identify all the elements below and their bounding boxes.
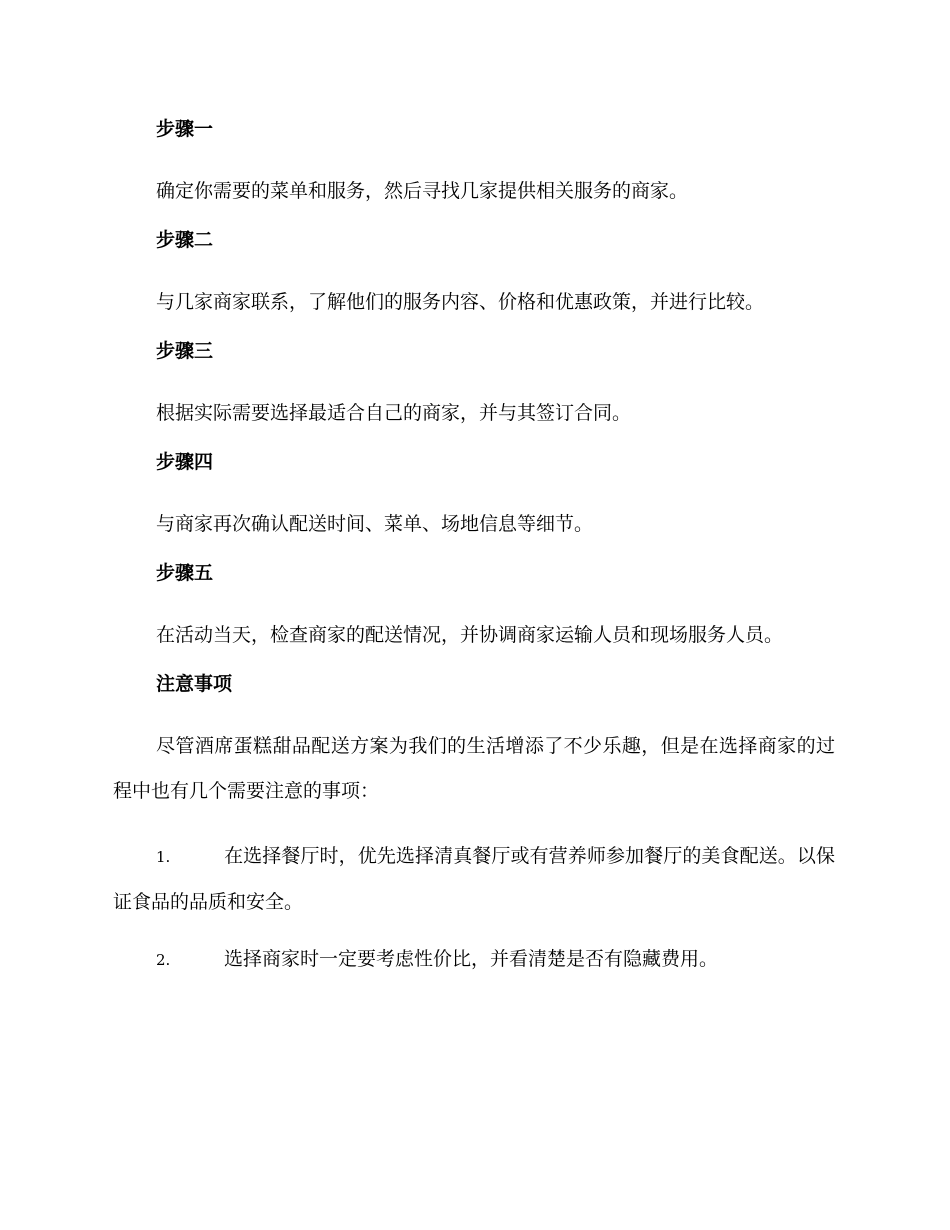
step-five-text: 在活动当天，检查商家的配送情况，并协调商家运输人员和现场服务人员。 (156, 624, 784, 646)
notes-heading: 注意事项 (156, 673, 233, 695)
notes-list-item (113, 834, 835, 925)
list-item-number: 1. (156, 848, 171, 866)
notes-list-item (113, 937, 835, 983)
step-five-heading: 步骤五 (156, 562, 214, 584)
list-item-number: 2. (156, 951, 171, 969)
list-item-text: 在选择餐厅时，优先选择清真餐厅或有营养师参加餐厅的美食配送。以保证食品的品质和安全。 (113, 845, 835, 913)
step-four-text: 与商家再次确认配送时间、菜单、场地信息等细节。 (156, 513, 594, 535)
step-three-heading: 步骤三 (156, 340, 214, 362)
step-one-heading: 步骤一 (156, 118, 214, 140)
step-two-text: 与几家商家联系，了解他们的服务内容、价格和优惠政策，并进行比较。 (156, 291, 765, 313)
step-two-heading: 步骤二 (156, 229, 214, 251)
step-one-text: 确定你需要的菜单和服务，然后寻找几家提供相关服务的商家。 (156, 180, 689, 202)
step-four-heading: 步骤四 (156, 451, 214, 473)
document-body (113, 113, 835, 995)
list-item-text: 选择商家时一定要考虑性价比，并看清楚是否有隐藏费用。 (224, 948, 719, 970)
step-three-text: 根据实际需要选择最适合自己的商家，并与其签订合同。 (156, 402, 632, 424)
notes-intro: 尽管酒席蛋糕甜品配送方案为我们的生活增添了不少乐趣，但是在选择商家的过程中也有几个需要注意的事项： (113, 735, 835, 802)
